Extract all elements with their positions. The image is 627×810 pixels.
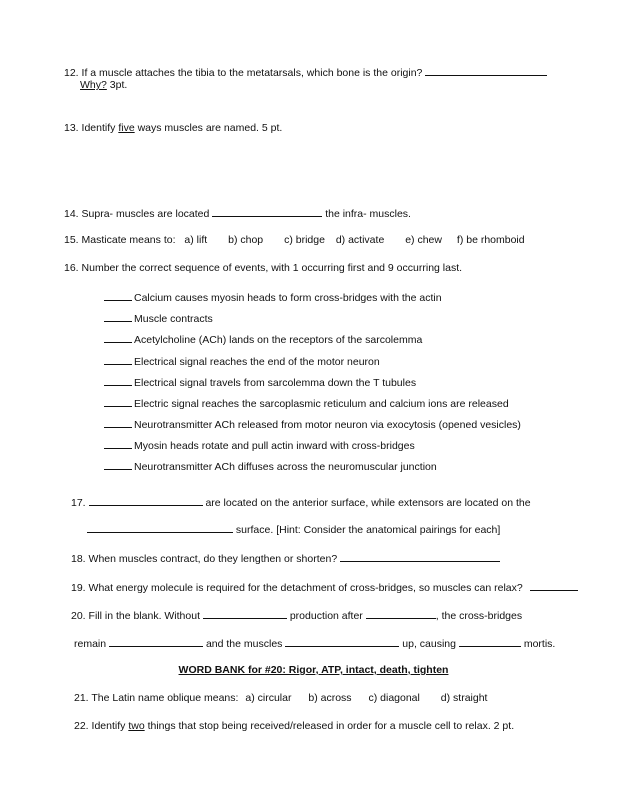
q17-line1: are located on the anterior surface, while extensors are located on the	[205, 497, 531, 509]
word-bank	[0, 664, 627, 677]
q19-number: 19.	[71, 582, 86, 594]
q21-option[interactable]: c) diagonal	[368, 692, 420, 704]
q14-answer-blank[interactable]	[212, 206, 322, 217]
question-20	[71, 608, 522, 623]
q20-blank-5[interactable]	[459, 636, 521, 647]
q20-text-a: Fill in the blank. Without	[88, 610, 200, 622]
q18-number: 18.	[71, 553, 86, 565]
q14-number: 14.	[64, 208, 79, 220]
q21-option[interactable]: a) circular	[245, 692, 292, 704]
sequence-blank[interactable]	[104, 375, 132, 386]
q13-number: 13.	[64, 122, 79, 134]
question-14	[64, 206, 411, 221]
sequence-text: Electric signal reaches the sarcoplasmic reticulum and calcium ions are released	[134, 398, 509, 410]
question-17-cont	[87, 522, 500, 537]
sequence-item	[104, 290, 442, 305]
q13-pre: Identify	[81, 122, 116, 134]
q13-post: ways muscles are named. 5 pt.	[137, 122, 283, 134]
q15-number: 15.	[64, 234, 79, 246]
q20-text-d: remain	[74, 638, 107, 650]
q20-text-g: mortis.	[523, 638, 556, 650]
sequence-blank[interactable]	[104, 459, 132, 470]
q13-emphasis: five	[118, 122, 135, 134]
q19-text: What energy molecule is required for the detachment of cross-bridges, so muscles can relax?	[88, 582, 523, 594]
sequence-item	[104, 438, 415, 453]
sequence-blank[interactable]	[104, 417, 132, 428]
q20-blank-1[interactable]	[203, 608, 287, 619]
sequence-blank[interactable]	[104, 354, 132, 365]
q20-text-b: production after	[289, 610, 363, 622]
q12-points: 3pt.	[109, 79, 128, 91]
q12-text: If a muscle attaches the tibia to the metatarsals, which bone is the origin?	[81, 67, 423, 79]
q20-blank-3[interactable]	[109, 636, 203, 647]
sequence-blank[interactable]	[104, 332, 132, 343]
sequence-text: Neurotransmitter ACh diffuses across the neuromuscular junction	[134, 461, 437, 473]
q15-option[interactable]: b) chop	[228, 234, 264, 246]
q21-option[interactable]: b) across	[308, 692, 352, 704]
q19-answer-blank[interactable]	[530, 580, 578, 591]
question-12-why	[80, 79, 127, 92]
q20-text-f: up, causing	[402, 638, 456, 650]
q14-pre: Supra- muscles are located	[81, 208, 210, 220]
question-20-cont	[74, 636, 555, 651]
question-16	[64, 262, 462, 275]
q12-number: 12.	[64, 67, 79, 79]
q12-answer-blank[interactable]	[425, 65, 547, 76]
sequence-blank[interactable]	[104, 396, 132, 407]
question-19	[71, 580, 578, 595]
q17-number: 17.	[71, 497, 86, 509]
q22-pre: Identify	[91, 720, 126, 732]
question-13	[64, 122, 282, 135]
q21-number: 21.	[74, 692, 89, 704]
q16-number: 16.	[64, 262, 79, 274]
q21-option[interactable]: d) straight	[440, 692, 488, 704]
sequence-item	[104, 332, 422, 347]
sequence-text: Muscle contracts	[134, 313, 213, 325]
sequence-text: Neurotransmitter ACh released from motor neuron via exocytosis (opened vesicles)	[134, 419, 521, 431]
q22-number: 22.	[74, 720, 89, 732]
q20-text-c: , the cross-bridges	[435, 610, 523, 622]
q22-post: things that stop being received/released in order for a muscle cell to relax. 2 pt.	[147, 720, 515, 732]
q12-why: Why?	[80, 79, 107, 91]
q18-text: When muscles contract, do they lengthen or shorten?	[88, 553, 338, 565]
sequence-text: Electrical signal reaches the end of the motor neuron	[134, 356, 380, 368]
q15-prompt: Masticate means to:	[81, 234, 176, 246]
q17-blank-1[interactable]	[89, 495, 203, 506]
sequence-blank[interactable]	[104, 311, 132, 322]
q21-prompt: The Latin name oblique means:	[91, 692, 239, 704]
q15-option[interactable]: f) be rhomboid	[456, 234, 525, 246]
question-18	[71, 551, 500, 566]
q20-text-e: and the muscles	[205, 638, 283, 650]
sequence-item	[104, 354, 380, 369]
q20-number: 20.	[71, 610, 86, 622]
question-12	[64, 65, 547, 80]
question-17	[71, 495, 531, 510]
word-bank-text: WORD BANK for #20: Rigor, ATP, intact, death, tighten	[178, 664, 449, 676]
question-22	[74, 720, 514, 733]
q20-blank-4[interactable]	[285, 636, 399, 647]
q20-blank-2[interactable]	[366, 608, 436, 619]
sequence-text: Calcium causes myosin heads to form cross-bridges with the actin	[134, 292, 442, 304]
q16-text: Number the correct sequence of events, with 1 occurring first and 9 occurring last.	[81, 262, 463, 274]
q15-option[interactable]: e) chew	[405, 234, 442, 246]
q14-post: the infra- muscles.	[325, 208, 411, 220]
q17-line2: surface. [Hint: Consider the anatomical pairings for each]	[235, 524, 501, 536]
q22-emphasis: two	[128, 720, 145, 732]
q18-answer-blank[interactable]	[340, 551, 500, 562]
sequence-text: Electrical signal travels from sarcolemma down the T tubules	[134, 377, 417, 389]
sequence-item	[104, 311, 213, 326]
q15-option[interactable]: a) lift	[184, 234, 208, 246]
q15-option[interactable]: d) activate	[335, 234, 385, 246]
sequence-item	[104, 375, 416, 390]
sequence-item	[104, 396, 509, 411]
sequence-text: Myosin heads rotate and pull actin inward with cross-bridges	[134, 440, 415, 452]
sequence-blank[interactable]	[104, 438, 132, 449]
sequence-blank[interactable]	[104, 290, 132, 301]
q15-option[interactable]: c) bridge	[284, 234, 325, 246]
sequence-text: Acetylcholine (ACh) lands on the receptors of the sarcolemma	[134, 334, 423, 346]
q17-blank-2[interactable]	[87, 522, 233, 533]
sequence-item	[104, 417, 521, 432]
question-21	[74, 692, 487, 705]
sequence-item	[104, 459, 437, 474]
question-15	[64, 234, 525, 247]
